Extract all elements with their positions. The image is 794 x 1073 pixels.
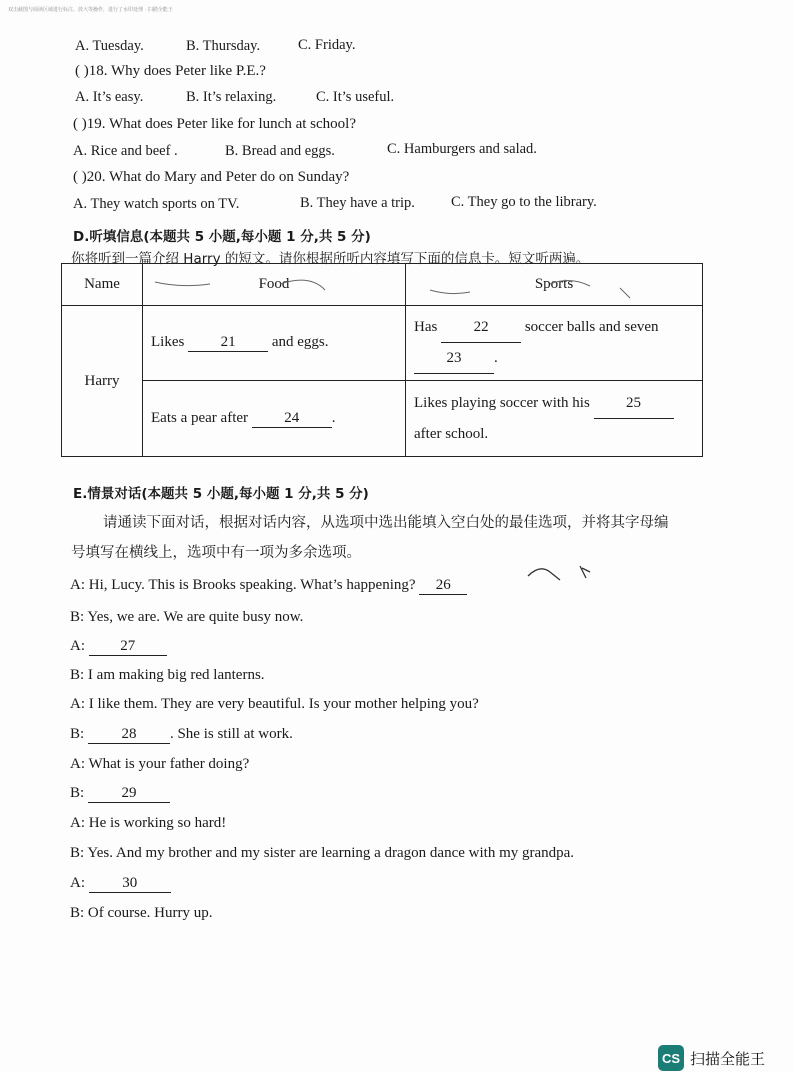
dialogue-line-2: B: Yes, we are. We are quite busy now.: [70, 609, 304, 625]
blank-30[interactable]: 30: [89, 875, 171, 893]
dialogue-line-11-speaker: A:: [70, 875, 85, 891]
q18-stem: ( )18. Why does Peter like P.E.?: [75, 63, 266, 79]
dialogue-line-8-speaker: B:: [70, 785, 85, 801]
food2-suffix: .: [331, 409, 336, 426]
dialogue-line-9: A: He is working so hard!: [70, 815, 227, 831]
blank-28[interactable]: 28: [88, 726, 170, 744]
header-name: Name: [62, 264, 143, 306]
food-cell-1: [143, 306, 406, 381]
q18-option-b: B. It’s relaxing.: [186, 89, 277, 105]
dialogue-line-3: [70, 638, 167, 656]
scanner-app-logo: [658, 1045, 765, 1071]
sports1-end: .: [494, 350, 498, 366]
q20-stem: ( )20. What do Mary and Peter do on Sunday?: [73, 169, 350, 185]
scanner-app-name: 扫描全能王: [690, 1049, 766, 1068]
blank-24[interactable]: 24: [252, 410, 332, 428]
sports2-suffix: after school.: [414, 426, 489, 442]
section-d-instruction: 你将听到一篇介绍 Harry 的短文。请你根据所听内容填写下面的信息卡。短文听两遍。: [71, 251, 590, 267]
dialogue-line-7: A: What is your father doing?: [70, 756, 250, 772]
section-d-title: D.听填信息(本题共 5 小题,每小题 1 分,共 5 分): [73, 229, 371, 245]
pencil-mark-icon: [520, 558, 600, 588]
dialogue-line-3-speaker: A:: [70, 638, 85, 654]
blank-22[interactable]: 22: [441, 312, 521, 343]
student-name-cell: Harry: [62, 306, 143, 457]
dialogue-line-12: B: Of course. Hurry up.: [70, 905, 213, 921]
dialogue-line-6-speaker: B:: [70, 726, 85, 742]
dialogue-line-6: [70, 726, 293, 744]
dialogue-line-10: B: Yes. And my brother and my sister are learning a dragon dance with my grandpa.: [70, 845, 575, 861]
blank-21[interactable]: 21: [188, 334, 268, 352]
food1-suffix: and eggs.: [271, 334, 329, 350]
sports2-prefix: Likes playing soccer with his: [414, 395, 590, 411]
header-sports: Sports: [406, 264, 703, 306]
dialogue-line-5: A: I like them. They are very beautiful. Is your mother helping you?: [70, 696, 479, 712]
header-food: Food: [143, 264, 406, 306]
blank-23[interactable]: 23: [414, 343, 494, 374]
sports1-prefix: Has: [414, 319, 438, 335]
q19-option-c: C. Hamburgers and salad.: [387, 141, 537, 157]
q20-option-a: A. They watch sports on TV.: [73, 196, 240, 212]
section-e-instruction-1: 请通读下面对话，根据对话内容，从选项中选出能填入空白处的最佳选项，并将其字母编: [103, 515, 669, 531]
dialogue-line-11: [70, 875, 171, 893]
q17-option-c: C. Friday.: [298, 37, 356, 53]
q17-option-b: B. Thursday.: [186, 38, 261, 54]
pencil-scribble-icon: [150, 270, 650, 300]
q20-option-b: B. They have a trip.: [300, 195, 415, 211]
section-e-title: E.情景对话(本题共 5 小题,每小题 1 分,共 5 分): [73, 486, 369, 502]
section-e-instruction-2: 号填写在横线上，选项中有一项为多余选项。: [71, 545, 361, 561]
scan-watermark: 双击截图与阅读区域进行标注、放大等操作，进行了水印处理 · 扫描全能王: [8, 7, 173, 13]
sports-cell-2: [406, 381, 703, 457]
blank-26[interactable]: 26: [419, 577, 467, 595]
q19-option-a: A. Rice and beef .: [73, 143, 178, 159]
dialogue-line-6-text: . She is still at work.: [169, 726, 293, 742]
q17-option-a: A. Tuesday.: [75, 38, 144, 54]
q18-option-c: C. It’s useful.: [316, 89, 395, 105]
q18-option-a: A. It’s easy.: [75, 89, 144, 105]
dialogue-line-1-text: A: Hi, Lucy. This is Brooks speaking. What’s happening?: [70, 577, 416, 593]
blank-27[interactable]: 27: [89, 638, 167, 656]
food2-prefix: Eats a pear after: [151, 409, 249, 426]
food-cell-2: [143, 381, 406, 457]
q19-option-b: B. Bread and eggs.: [225, 143, 335, 159]
dialogue-line-8: [70, 785, 170, 803]
dialogue-line-1: [70, 577, 467, 595]
food1-prefix: Likes: [151, 334, 185, 350]
blank-29[interactable]: 29: [88, 785, 170, 803]
q19-stem: ( )19. What does Peter like for lunch at school?: [73, 116, 356, 132]
cs-logo-icon: CS: [658, 1045, 684, 1071]
sports-cell-1: [406, 306, 703, 381]
sports1-suffix: soccer balls and seven: [524, 319, 659, 335]
blank-25[interactable]: 25: [594, 388, 674, 419]
dialogue-line-4: B: I am making big red lanterns.: [70, 667, 265, 683]
q20-option-c: C. They go to the library.: [451, 194, 597, 210]
